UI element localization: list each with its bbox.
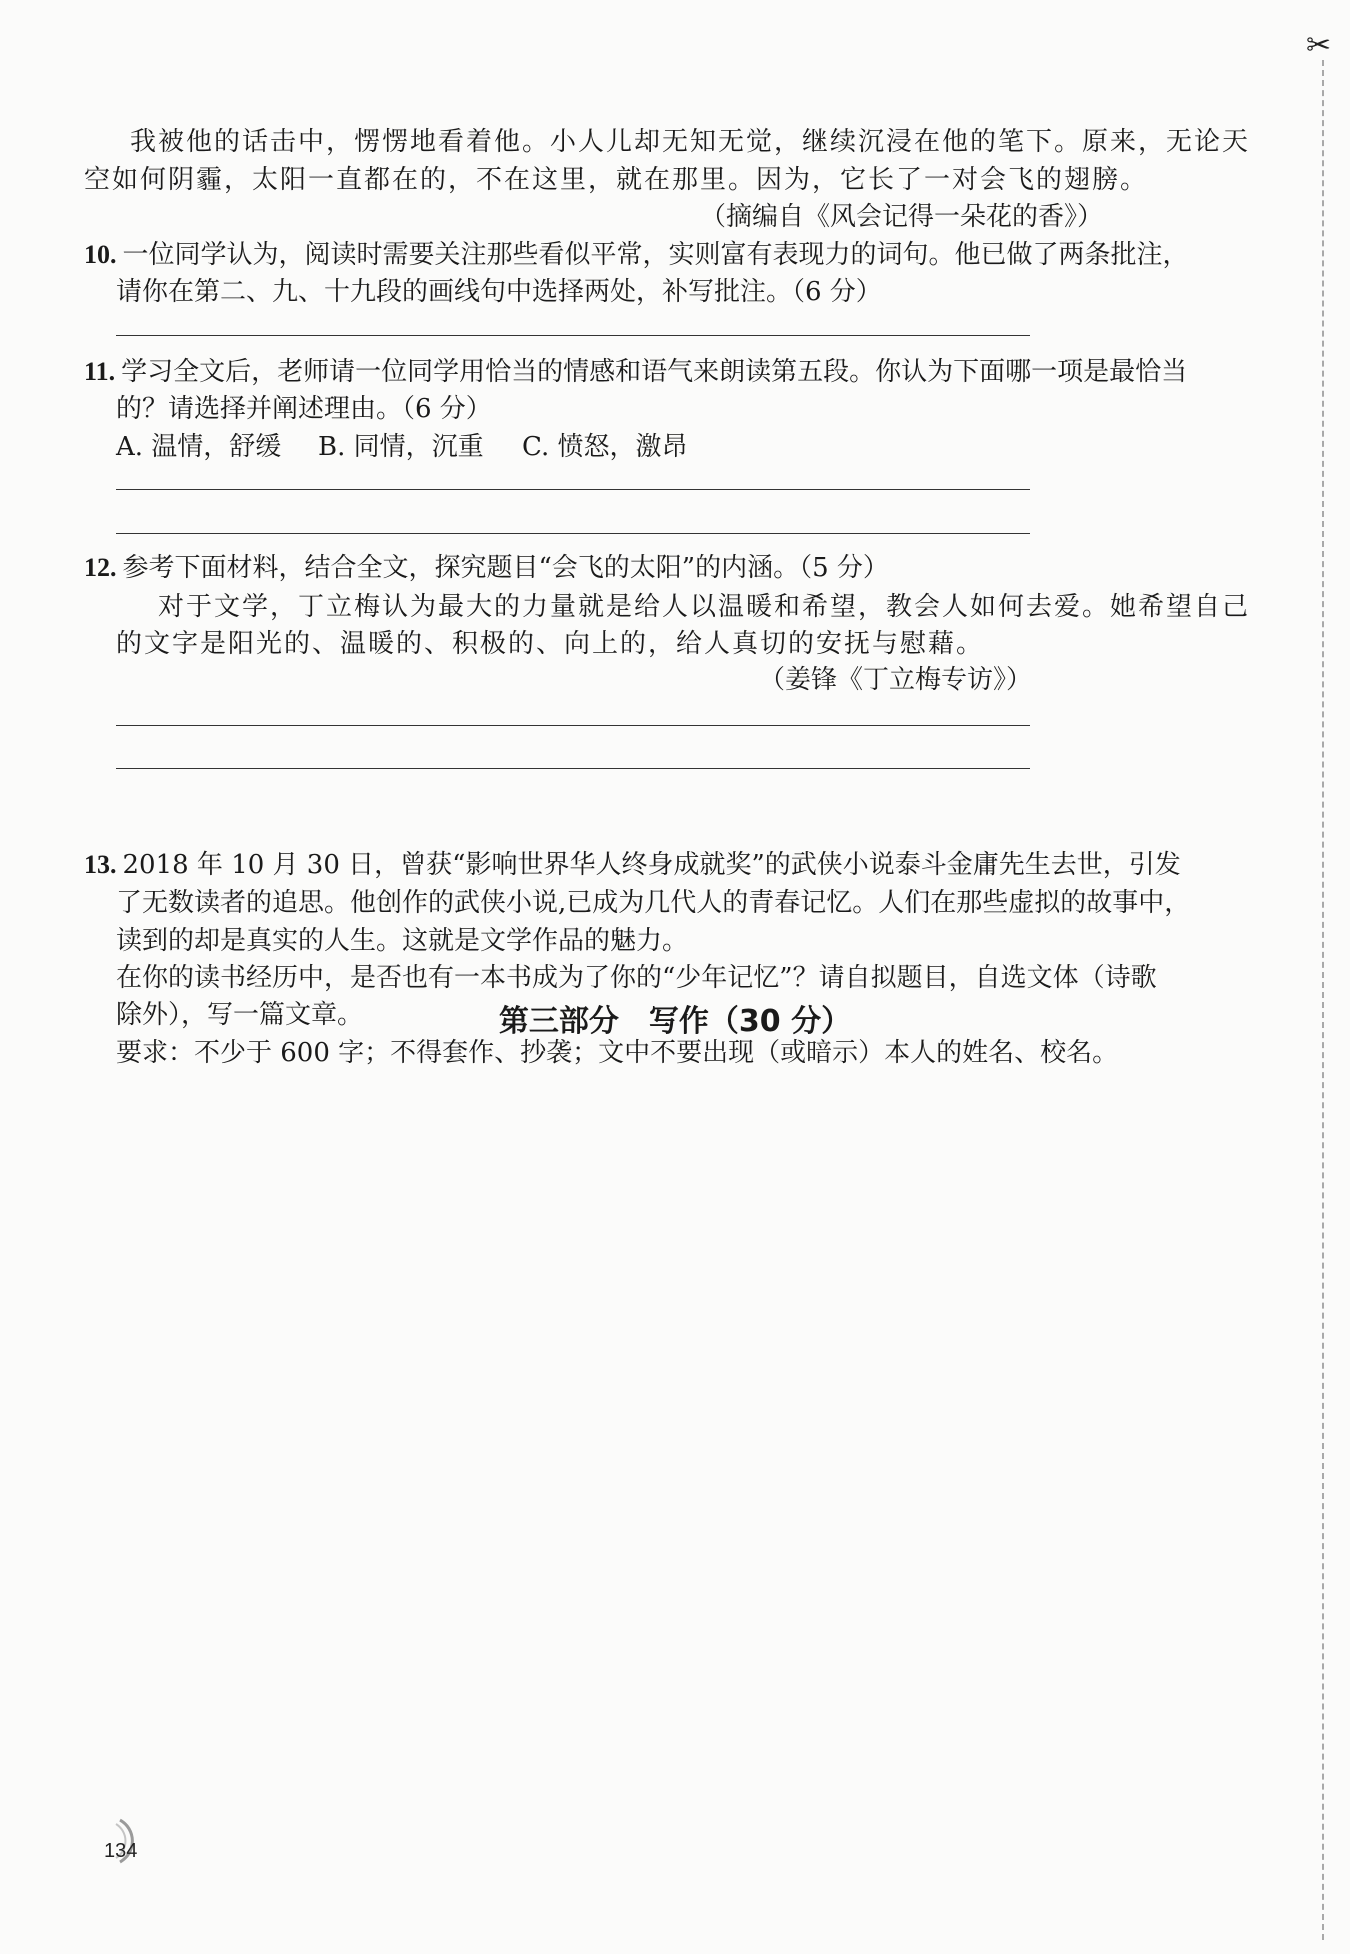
question-text: 2018 年 10 月 30 日，曾获“影响世界华人终身成就奖”的武侠小说泰斗金庸先生去世，引发 (122, 850, 1181, 880)
option-a[interactable]: A. 温情，舒缓 (116, 432, 282, 462)
question-number: 10. (84, 240, 117, 269)
cut-line (1322, 60, 1324, 1940)
page-number: 134 (104, 1840, 138, 1862)
question-13-line-2: 了无数读者的追思。他创作的武侠小说,已成为几代人的青春记忆。人们在那些虚拟的故事中， (116, 888, 1191, 918)
question-12 (84, 551, 889, 585)
passage-source: （摘编自《风会记得一朵花的香》） (700, 202, 1104, 232)
passage-line-1: 我被他的话击中，愣愣地看着他。小人儿却无知无觉，继续沉浸在他的笔下。原来，无论天 (130, 127, 1251, 157)
question-number: 12. (84, 553, 117, 582)
answer-line[interactable] (116, 725, 1030, 726)
answer-line[interactable] (116, 335, 1030, 336)
passage-line-2: 空如何阴霾，太阳一直都在的，不在这里，就在那里。因为，它长了一对会飞的翅膀。 (84, 165, 1149, 195)
question-13-line-5: 除外），写一篇文章。 (116, 1000, 364, 1030)
material-line-2: 的文字是阳光的、温暖的、积极的、向上的，给人真切的安抚与慰藉。 (116, 629, 985, 659)
options-row (116, 430, 688, 464)
question-13-line-4: 在你的读书经历中，是否也有一本书成为了你的“少年记忆”？请自拟题目，自选文体（诗歌 (116, 963, 1157, 993)
scissors-icon: ✂ (1306, 28, 1332, 63)
option-b[interactable]: B. 同情，沉重 (318, 432, 484, 462)
question-text: 学习全文后，老师请一位同学用恰当的情感和语气来朗读第五段。你认为下面哪一项是最恰当 (121, 357, 1188, 387)
question-10 (84, 238, 1189, 272)
answer-line[interactable] (116, 768, 1030, 769)
question-13-line-3: 读到的却是真实的人生。这就是文学作品的魅力。 (116, 926, 689, 956)
section-title: 第三部分 写作（30 分） (498, 1004, 852, 1039)
question-text: 一位同学认为，阅读时需要关注那些看似平常，实则富有表现力的词句。他已做了两条批注， (122, 240, 1189, 270)
material-source: （姜锋《丁立梅专访》） (758, 665, 1032, 695)
answer-line[interactable] (116, 533, 1030, 534)
question-11-line-2: 的？请选择并阐述理由。（6 分） (116, 394, 492, 424)
material-line-1: 对于文学，丁立梅认为最大的力量就是给人以温暖和希望，教会人如何去爱。她希望自己 (158, 592, 1251, 622)
question-number: 11. (84, 357, 116, 386)
question-11 (84, 355, 1187, 389)
option-c[interactable]: C. 愤怒，激昂 (522, 432, 688, 462)
answer-line[interactable] (116, 489, 1030, 490)
question-number: 13. (84, 850, 117, 879)
question-13-requirements: 要求：不少于 600 字；不得套作、抄袭；文中不要出现（或暗示）本人的姓名、校名。 (116, 1038, 1119, 1068)
question-text: 参考下面材料，结合全文，探究题目“会飞的太阳”的内涵。（5 分） (122, 553, 889, 583)
question-10-line-2: 请你在第二、九、十九段的画线句中选择两处，补写批注。（6 分） (116, 277, 882, 307)
question-13 (84, 848, 1181, 882)
